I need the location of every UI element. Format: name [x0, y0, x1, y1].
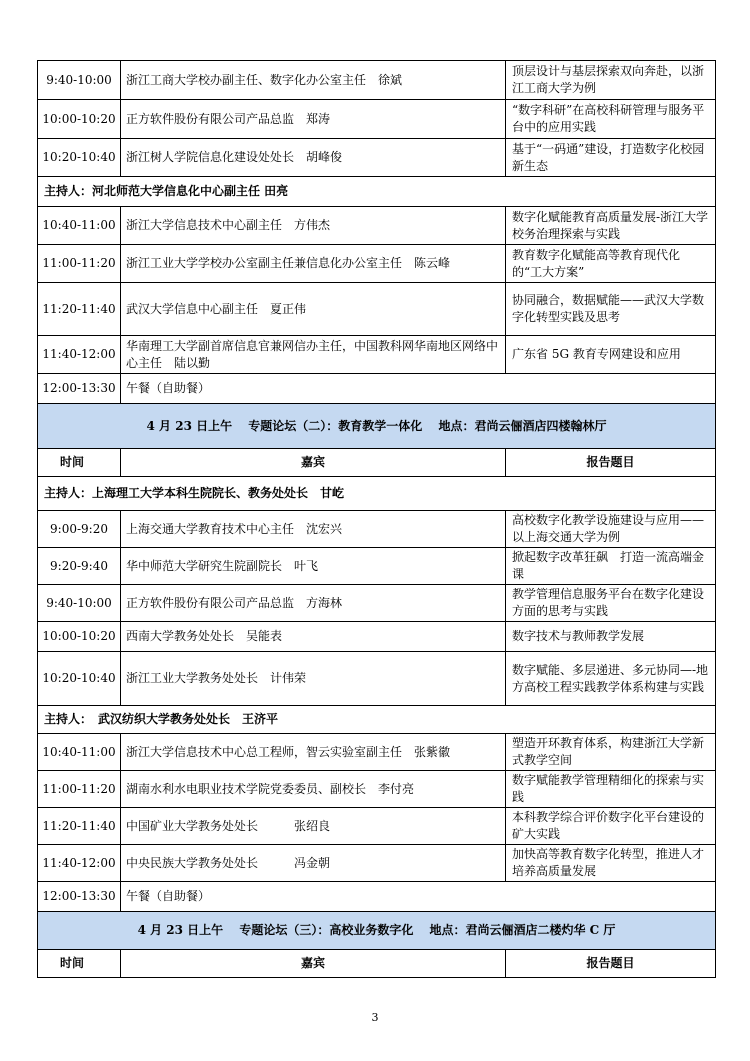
topic-cell: “数字科研”在高校科研管理与服务平台中的应用实践 [506, 100, 716, 139]
topic-cell: 协同融合，数据赋能——武汉大学数字化转型实践及思考 [506, 283, 716, 336]
schedule-table [37, 60, 716, 978]
time-cell: 12:00-13:30 [38, 374, 121, 404]
topic-header: 报告题目 [506, 950, 716, 978]
guest-header: 嘉宾 [121, 449, 506, 477]
topic-cell: 广东省 5G 教育专网建设和应用 [506, 336, 716, 374]
table-row [38, 622, 716, 652]
table-row [38, 139, 716, 177]
host-label: 主持人：上海理工大学本科生院院长、教务处处长 甘屹 [38, 477, 716, 511]
topic-cell: 数字技术与教师教学发展 [506, 622, 716, 652]
time-cell: 9:40-10:00 [38, 61, 121, 100]
time-cell: 12:00-13:30 [38, 882, 121, 912]
forum-banner: 4 月 23 日上午 专题论坛（二）：教育教学一体化 地点：君尚云俪酒店四楼翰林厅 [38, 404, 716, 449]
guest-header: 嘉宾 [121, 950, 506, 978]
topic-cell: 数字化赋能教育高质量发展-浙江大学校务治理探索与实践 [506, 207, 716, 245]
schedule-page [37, 60, 715, 978]
topic-cell: 教育数字化赋能高等教育现代化的“工大方案” [506, 245, 716, 283]
guest-cell: 浙江工业大学教务处处长 计伟荣 [121, 652, 506, 706]
time-cell: 11:00-11:20 [38, 245, 121, 283]
topic-cell: 高校数字化教学设施建设与应用——以上海交通大学为例 [506, 511, 716, 548]
host-label: 主持人：河北师范大学信息化中心副主任 田亮 [38, 177, 716, 207]
table-row [38, 808, 716, 845]
topic-header: 报告题目 [506, 449, 716, 477]
topic-cell: 基于“一码通”建设，打造数字化校园新生态 [506, 139, 716, 177]
host-row [38, 177, 716, 207]
time-cell: 10:20-10:40 [38, 139, 121, 177]
guest-cell: 中央民族大学教务处处长 冯金朝 [121, 845, 506, 882]
guest-cell: 正方软件股份有限公司产品总监 方海林 [121, 585, 506, 622]
time-cell: 9:20-9:40 [38, 548, 121, 585]
guest-cell: 华南理工大学副首席信息官兼网信办主任，中国教科网华南地区网络中心主任 陆以勤 [121, 336, 506, 374]
time-header: 时间 [38, 449, 121, 477]
table-row [38, 585, 716, 622]
guest-cell: 华中师范大学研究生院副院长 叶飞 [121, 548, 506, 585]
table-row [38, 511, 716, 548]
guest-cell: 午餐（自助餐） [121, 882, 716, 912]
time-cell: 11:40-12:00 [38, 845, 121, 882]
time-cell: 9:00-9:20 [38, 511, 121, 548]
time-header: 时间 [38, 950, 121, 978]
time-cell: 11:40-12:00 [38, 336, 121, 374]
table-row [38, 548, 716, 585]
topic-cell: 塑造开环教育体系，构建浙江大学新式教学空间 [506, 734, 716, 771]
time-cell: 10:40-11:00 [38, 207, 121, 245]
guest-cell: 正方软件股份有限公司产品总监 郑涛 [121, 100, 506, 139]
topic-cell: 掀起数字改革狂飙 打造一流高端金课 [506, 548, 716, 585]
guest-cell: 武汉大学信息中心副主任 夏正伟 [121, 283, 506, 336]
table-row [38, 245, 716, 283]
time-cell: 10:20-10:40 [38, 652, 121, 706]
time-cell: 9:40-10:00 [38, 585, 121, 622]
guest-cell: 浙江大学信息技术中心总工程师，智云实验室副主任 张紫徽 [121, 734, 506, 771]
table-row [38, 374, 716, 404]
guest-cell: 浙江工商大学校办副主任、数字化办公室主任 徐斌 [121, 61, 506, 100]
forum-banner: 4 月 23 日上午 专题论坛（三）：高校业务数字化 地点：君尚云俪酒店二楼灼华 C 厅 [38, 912, 716, 950]
header-row [38, 449, 716, 477]
guest-cell: 湖南水利水电职业技术学院党委委员、副校长 李付亮 [121, 771, 506, 808]
topic-cell: 数字赋能教学管理精细化的探索与实践 [506, 771, 716, 808]
topic-cell: 顶层设计与基层探索双向奔赴，以浙江工商大学为例 [506, 61, 716, 100]
topic-cell: 数字赋能、多层递进、多元协同—-地方高校工程实践教学体系构建与实践 [506, 652, 716, 706]
time-cell: 10:00-10:20 [38, 622, 121, 652]
host-label: 主持人： 武汉纺织大学教务处处长 王济平 [38, 706, 716, 734]
table-row [38, 652, 716, 706]
guest-cell: 午餐（自助餐） [121, 374, 716, 404]
table-row [38, 845, 716, 882]
time-cell: 10:40-11:00 [38, 734, 121, 771]
topic-cell: 加快高等教育数字化转型，推进人才培养高质量发展 [506, 845, 716, 882]
guest-cell: 中国矿业大学教务处处长 张绍良 [121, 808, 506, 845]
guest-cell: 上海交通大学教育技术中心主任 沈宏兴 [121, 511, 506, 548]
table-row [38, 882, 716, 912]
forum-banner-row [38, 404, 716, 449]
host-row [38, 477, 716, 511]
host-row [38, 706, 716, 734]
guest-cell: 浙江大学信息技术中心副主任 方伟杰 [121, 207, 506, 245]
table-row [38, 61, 716, 100]
table-row [38, 336, 716, 374]
time-cell: 11:20-11:40 [38, 808, 121, 845]
guest-cell: 浙江工业大学学校办公室副主任兼信息化办公室主任 陈云峰 [121, 245, 506, 283]
table-row [38, 207, 716, 245]
topic-cell: 教学管理信息服务平台在数字化建设方面的思考与实践 [506, 585, 716, 622]
time-cell: 11:00-11:20 [38, 771, 121, 808]
table-row [38, 100, 716, 139]
time-cell: 10:00-10:20 [38, 100, 121, 139]
table-row [38, 771, 716, 808]
forum-banner-row [38, 912, 716, 950]
topic-cell: 本科教学综合评价数字化平台建设的矿大实践 [506, 808, 716, 845]
header-row [38, 950, 716, 978]
table-row [38, 734, 716, 771]
time-cell: 11:20-11:40 [38, 283, 121, 336]
guest-cell: 浙江树人学院信息化建设处处长 胡峰俊 [121, 139, 506, 177]
page-number: 3 [371, 1011, 379, 1024]
table-row [38, 283, 716, 336]
guest-cell: 西南大学教务处处长 吴能表 [121, 622, 506, 652]
